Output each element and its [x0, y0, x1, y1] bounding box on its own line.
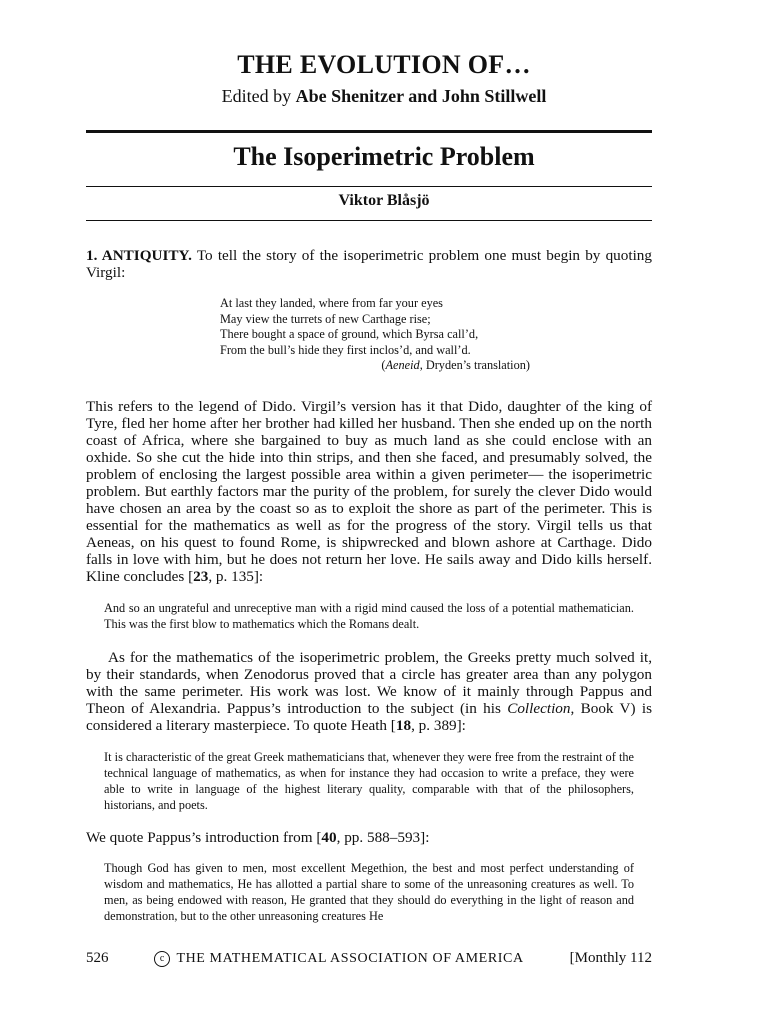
- citation-number: 40: [321, 829, 337, 846]
- publisher-line: [154, 951, 523, 967]
- virgil-poem: [220, 296, 530, 374]
- aeneid-title: Aeneid: [385, 358, 420, 373]
- poem-line: May view the turrets of new Carthage rise;: [220, 311, 431, 326]
- title-rule: [86, 186, 652, 187]
- kline-quote: And so an ungrateful and unreceptive man with a rigid mind caused the loss of a potential mathematician. This was the first blow to mathematics which the Romans dealt.: [104, 601, 634, 631]
- collection-title: Collection: [507, 700, 571, 717]
- body-paragraph-greeks: As for the mathematics of the isoperimetric problem, the Greeks pretty much solved it, by their standards, when Zenodorus proved that a circle has greater area than any polygon with the same perimeter. His work was lost. We know of it mainly through Pappus and Theon of Alexandria. Pappus’s introduction to the subject (in his Collection, Book V) is considered a literary masterpiece. To quote Heath [18, p. 389]:: [86, 649, 653, 734]
- body-paragraph-dido: This refers to the legend of Dido. Virgil’s version has it that Dido, daughter of the king of Tyre, fled her home after her brother had killed her husband. Then she ended up on the north coast of Africa, where she bargained to buy as much land as she could enclose with an oxhide. So she cut the hide into thin strips, and then she faced, and presumably solved, the problem of enclosing the largest possible area within a given perimeter— the isoperimetric problem. But earthly factors mar the purity of the problem, for surely the clever Dido would have chosen an area by the coast so as to exploit the shore as part of the perimeter. This is essential for the mathematics as well as for the progress of the story. Virgil tells us that Aeneas, on his quest to found Rome, is shipwrecked and blown ashore at Carthage. Dido falls in love with him, but he does not return her love. He sails away and Dido kills herself. Kline concludes [23, p. 135]:: [86, 398, 652, 585]
- poem-attribution: (Aeneid, Dryden’s translation): [381, 358, 530, 373]
- heath-quote: It is characteristic of the great Greek mathematicians that, whenever they were free from the restraint of the technical language of mathematics, as when for instance they had occasion to write a preface, they were able to write in language of the highest literary quality, comparable with that of the philosophers, historians, and poets.: [104, 750, 634, 812]
- editors-line: [0, 86, 768, 107]
- section-heading: 1. ANTIQUITY.: [86, 247, 192, 264]
- pappus-quote: Though God has given to men, most excellent Megethion, the best and most perfect understanding of wisdom and mathematics, He has allotted a partial share to some of the unreasoning creatures as well. To men, as being endowed with reason, He granted that they should do everything in the light of reason and demonstration, but to the other unreasoning creatures He: [104, 861, 634, 923]
- section-intro-text: To tell the story of the isoperimetric problem one must begin by quoting Virgil:: [86, 247, 652, 281]
- section-intro: [86, 247, 652, 281]
- editor-names: Abe Shenitzer and John Stillwell: [295, 86, 547, 106]
- poem-line: There bought a space of ground, which Byrsa call’d,: [220, 327, 479, 342]
- poem-line: From the bull’s hide they first inclos’d, and wall’d.: [220, 342, 471, 357]
- author-name: Viktor Blåsjö: [338, 192, 430, 209]
- poem-line: At last they landed, where from far your eyes: [220, 296, 443, 310]
- body-paragraph-pappus: We quote Pappus’s introduction from [40, pp. 588–593]:: [86, 829, 430, 846]
- citation-number: 23: [193, 568, 209, 585]
- article-title: The Isoperimetric Problem: [233, 142, 535, 171]
- series-title: THE EVOLUTION OF…: [237, 50, 531, 79]
- edited-by-prefix: Edited by: [221, 86, 296, 106]
- publisher-name: THE MATHEMATICAL ASSOCIATION OF AMERICA: [176, 950, 524, 966]
- copyright-icon: c: [154, 951, 170, 967]
- page-number: 526: [86, 950, 109, 966]
- journal-issue: [Monthly 112: [569, 950, 652, 966]
- top-rule: [86, 130, 652, 133]
- citation-number: 18: [395, 717, 412, 734]
- page-footer: [86, 950, 652, 967]
- author-rule: [86, 220, 652, 221]
